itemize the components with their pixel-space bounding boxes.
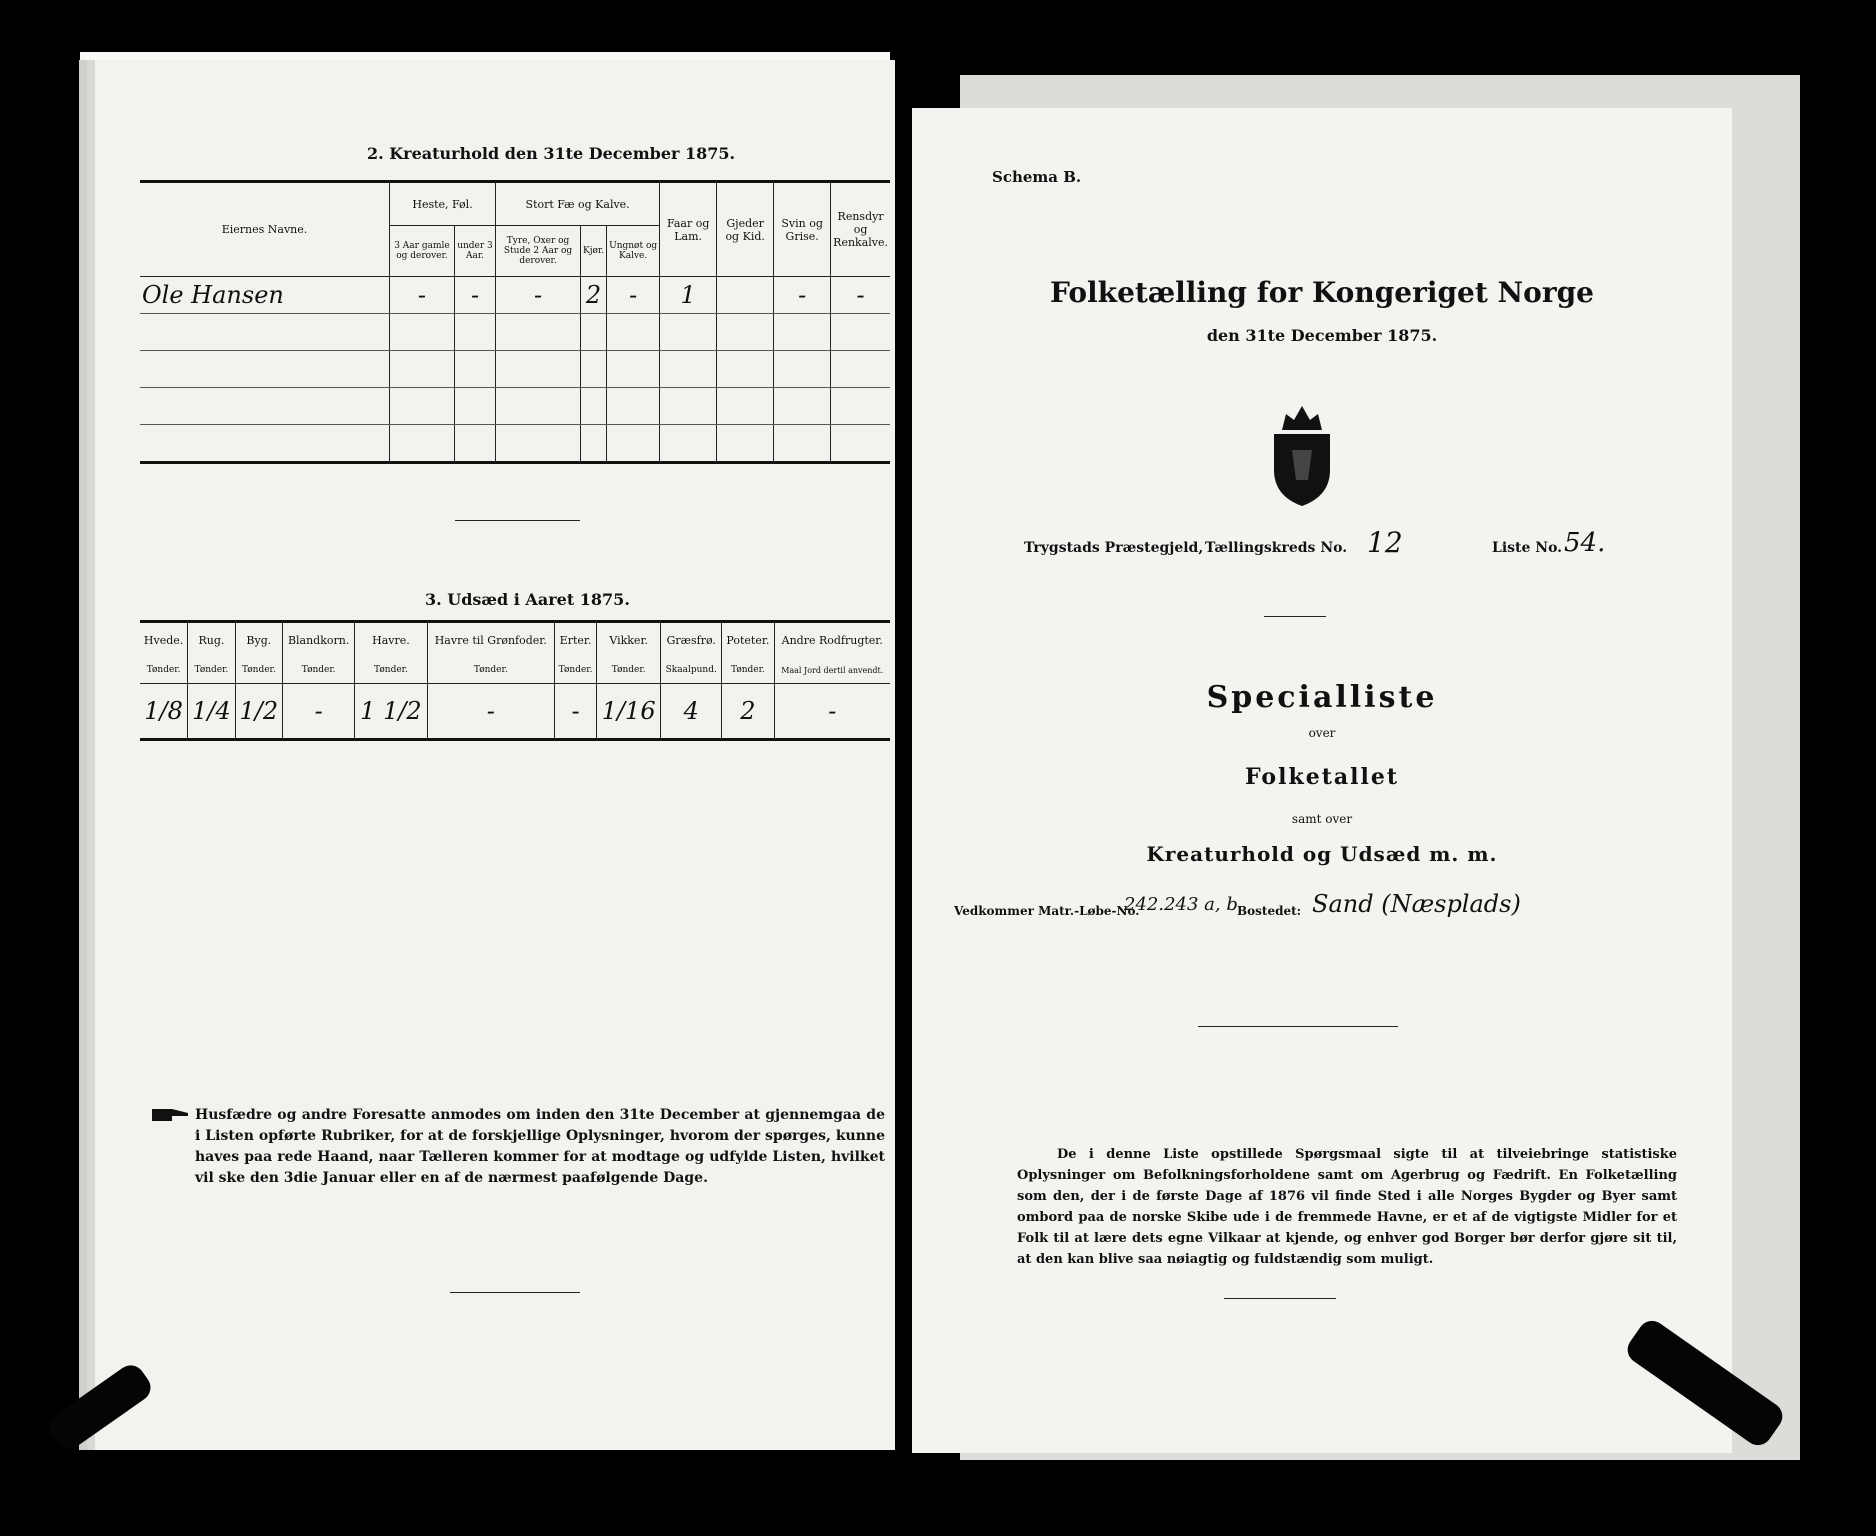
- folketallet-heading: Folketallet: [1245, 764, 1399, 790]
- subtitle: den 31te December 1875.: [1206, 326, 1438, 345]
- cell: -: [554, 684, 596, 740]
- col-header: Byg.: [235, 622, 282, 658]
- cell: -: [390, 277, 455, 314]
- col-header: Poteter.: [722, 622, 774, 658]
- kreaturhold-table: [140, 180, 890, 464]
- main-title: Folketælling for Kongeriget Norge: [1050, 276, 1594, 309]
- matr-value: 242.243 a, b: [1124, 894, 1238, 915]
- divider: [1198, 1026, 1398, 1027]
- cell: -: [607, 277, 660, 314]
- col-header: Vikker.: [597, 622, 661, 658]
- unit-header: Skaalpund.: [661, 657, 722, 684]
- faar-header: Faar og Lam.: [660, 182, 717, 277]
- left-page: [95, 60, 895, 1450]
- section2-title: 2. Kreaturhold den 31te December 1875.: [367, 144, 736, 163]
- heste-header: Heste, Føl.: [390, 182, 496, 226]
- col-header: Andre Rodfrugter.: [774, 622, 890, 658]
- samt-over-text: samt over: [1291, 812, 1353, 826]
- gjeder-header: Gjeder og Kid.: [717, 182, 774, 277]
- heste-a-header: 3 Aar gamle og derover.: [390, 226, 455, 277]
- divider: [1224, 1298, 1336, 1299]
- col-header: Hvede.: [140, 622, 188, 658]
- unit-header: Tønder.: [355, 657, 427, 684]
- cell: 1 1/2: [355, 684, 427, 740]
- col-header: Havre til Grønfoder.: [427, 622, 554, 658]
- right-page: [912, 108, 1732, 1453]
- coat-of-arms-icon: [1262, 400, 1342, 510]
- owner-header: Eiernes Navne.: [140, 182, 390, 277]
- cell: 1/8: [140, 684, 188, 740]
- unit-header: Tønder.: [554, 657, 596, 684]
- kreds-label: Tællingskreds No.: [1205, 540, 1348, 556]
- col-header: Rug.: [188, 622, 235, 658]
- col-header: Havre.: [355, 622, 427, 658]
- unit-header: Tønder.: [597, 657, 661, 684]
- unit-header: Maal Jord dertil anvendt.: [774, 657, 890, 684]
- table-row: [140, 684, 890, 740]
- stort-a-header: Tyre, Oxer og Stude 2 Aar og derover.: [496, 226, 581, 277]
- cell: 1/16: [597, 684, 661, 740]
- cell: 2: [580, 277, 606, 314]
- schema-label: Schema B.: [992, 168, 1082, 186]
- divider: [1264, 616, 1326, 617]
- kreds-value: 12: [1367, 526, 1403, 559]
- unit-header: Tønder.: [722, 657, 774, 684]
- divider: [455, 520, 580, 521]
- col-header: Blandkorn.: [283, 622, 355, 658]
- pointing-hand-icon: [150, 1105, 190, 1123]
- liste-value: 54.: [1564, 528, 1606, 558]
- divider: [450, 1292, 580, 1293]
- heste-b-header: under 3 Aar.: [454, 226, 495, 277]
- notice-text: Husfædre og andre Foresatte anmodes om inden den 31te December at gjennemgaa de i Listen opførte Rubriker, for at de forskjellige Oplysninger, hvorom der spørges, kunne haves paa rede Haand, naar Tælleren kommer for at modtage og udfylde Listen, hvilket vil ske den 3die Januar eller en af de nærmest paafølgende Dage.: [195, 1107, 885, 1186]
- udsaed-table: [140, 620, 890, 741]
- intro-paragraph: De i denne Liste opstillede Spørgsmaal sigte til at tilveiebringe statistiske Oplysninger om Befolkningsforholdene samt om Agerbrug og Fædrift. En Folketælling som den, der i de første Dage af 1876 vil finde Sted i alle Norges Bygder og Byer samt ombord paa de norske Skibe ude i de fremmede Havne, er et af de vigtigste Midler for et Folk til at lære dets egne Vilkaar at kjende, og enhver god Borger bør derfor gjøre sit til, at den kan blive saa nøiagtig og fuldstændig som muligt.: [1017, 1147, 1677, 1267]
- cell: [717, 277, 774, 314]
- prestegjeld-label: Trygstads Præstegjeld,: [1024, 540, 1204, 556]
- owner-cell: Ole Hansen: [140, 277, 390, 314]
- unit-header: Tønder.: [235, 657, 282, 684]
- stort-b-header: Kjør.: [580, 226, 606, 277]
- cell: 2: [722, 684, 774, 740]
- bosted-value: Sand (Næsplads): [1312, 890, 1521, 918]
- unit-header: Tønder.: [188, 657, 235, 684]
- cell: -: [831, 277, 890, 314]
- col-header: Erter.: [554, 622, 596, 658]
- cell: -: [774, 684, 890, 740]
- specialliste-heading: Specialliste: [1206, 680, 1438, 715]
- rensdyr-header: Rensdyr og Renkalve.: [831, 182, 890, 277]
- kreaturhold-heading: Kreaturhold og Udsæd m. m.: [1146, 842, 1498, 866]
- cell: 1/4: [188, 684, 235, 740]
- table-row: [140, 277, 890, 314]
- cell: -: [454, 277, 495, 314]
- matr-label: Vedkommer Matr.-Løbe-No.: [954, 904, 1140, 918]
- unit-header: Tønder.: [283, 657, 355, 684]
- cell: 4: [661, 684, 722, 740]
- liste-label: Liste No.: [1492, 540, 1563, 556]
- stort-header: Stort Fæ og Kalve.: [496, 182, 660, 226]
- unit-header: Tønder.: [140, 657, 188, 684]
- section3-title: 3. Udsæd i Aaret 1875.: [425, 590, 630, 609]
- unit-header: Tønder.: [427, 657, 554, 684]
- cell: -: [427, 684, 554, 740]
- cell: -: [283, 684, 355, 740]
- cell: -: [496, 277, 581, 314]
- col-header: Græsfrø.: [661, 622, 722, 658]
- cell: 1: [660, 277, 717, 314]
- cell: 1/2: [235, 684, 282, 740]
- svin-header: Svin og Grise.: [774, 182, 831, 277]
- cell: -: [774, 277, 831, 314]
- bosted-label: Bostedet:: [1237, 904, 1302, 918]
- over-text: over: [1308, 726, 1336, 740]
- stort-c-header: Ungnøt og Kalve.: [607, 226, 660, 277]
